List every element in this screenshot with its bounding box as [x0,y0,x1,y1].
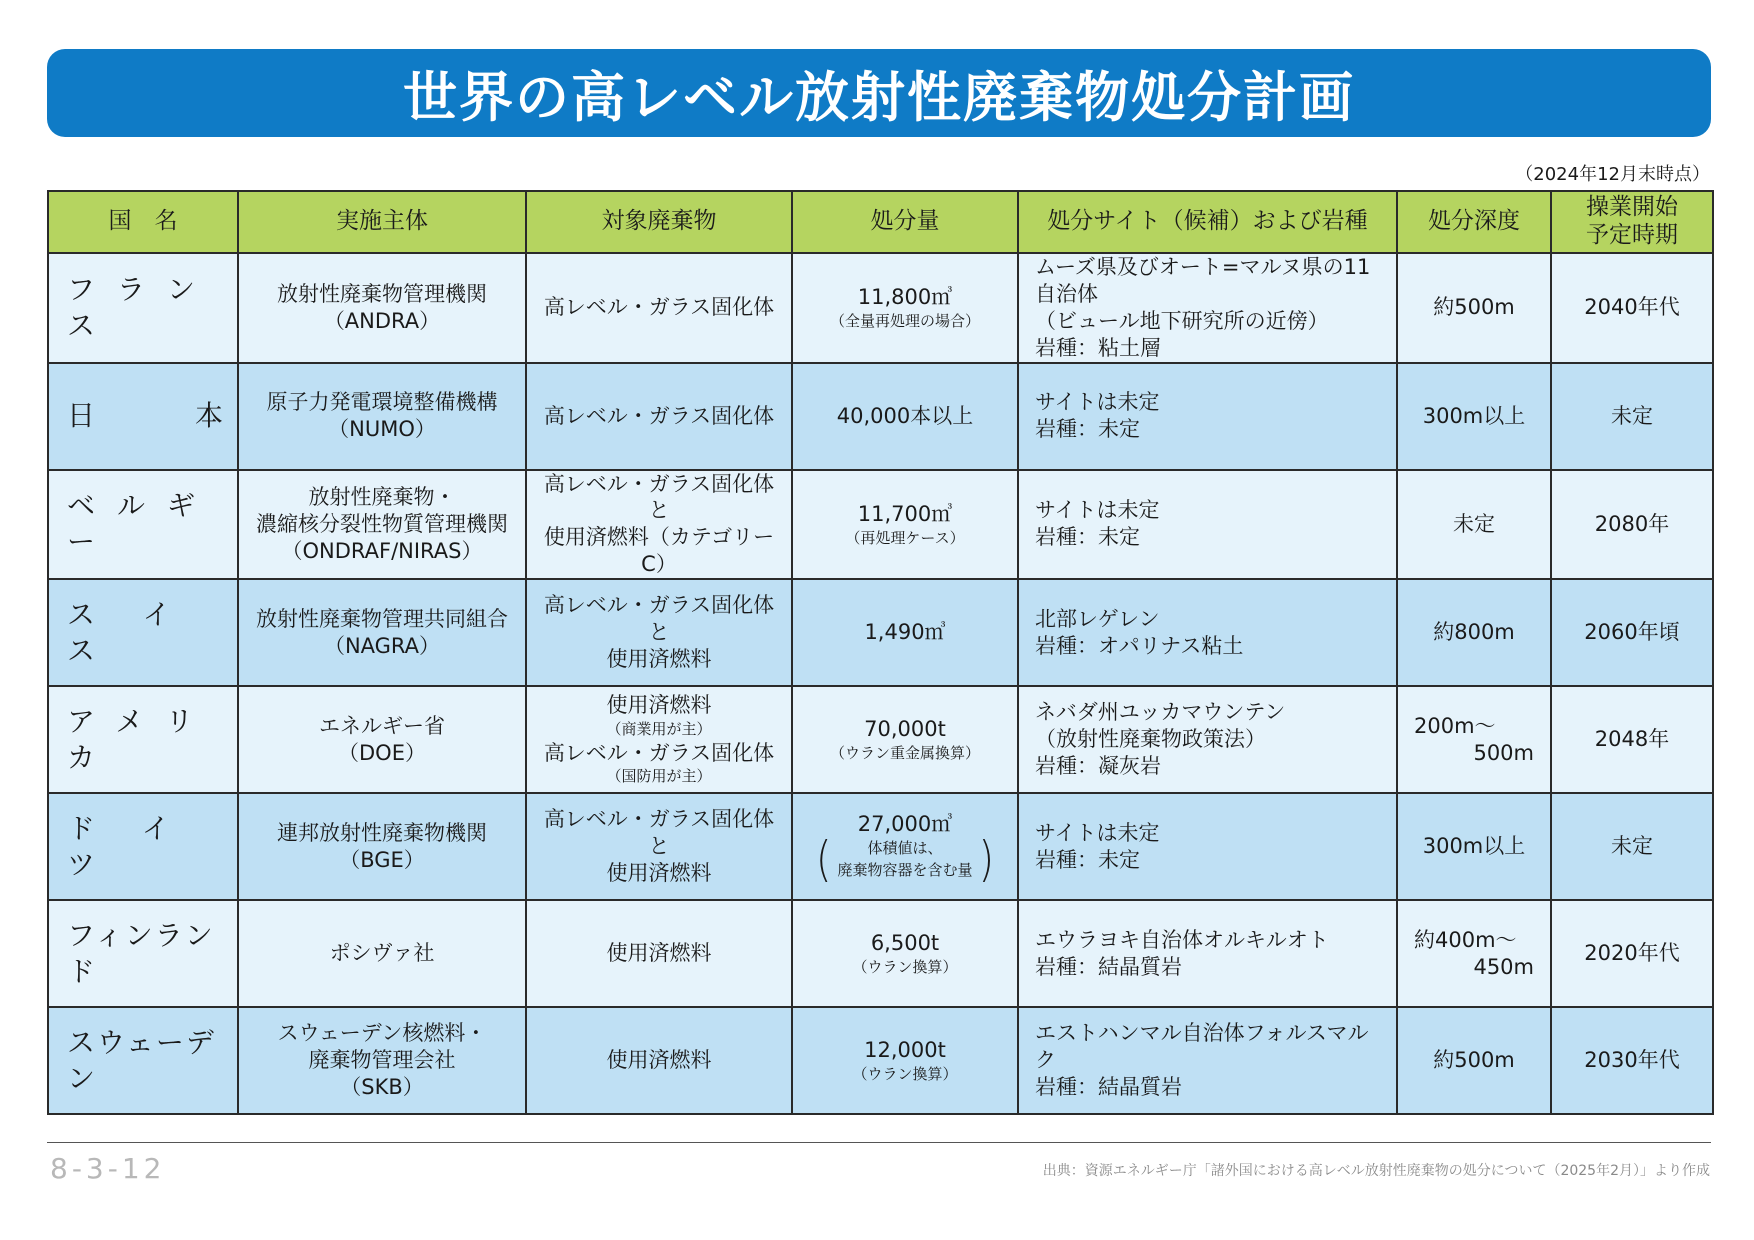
waste-cell: 高レベル・ガラス固化体と 使用済燃料 [526,793,792,900]
header-site: 処分サイト（候補）および岩種 [1018,191,1397,253]
amount-volume-note: ( 体積値は、 廃棄物容器を含む量 ) [815,832,995,888]
amount-cell: 11,700㎥ （再処理ケース） [792,470,1018,580]
country-cell: アメリカ [48,686,238,793]
org-cell: ポシヴァ社 [238,900,526,1007]
org-cell: 放射性廃棄物管理機関 （ANDRA） [238,253,526,363]
country-cell: フランス [48,253,238,363]
header-depth: 処分深度 [1397,191,1551,253]
site-cell: サイトは未定 岩種：未定 [1018,793,1397,900]
org-cell: 放射性廃棄物・ 濃縮核分裂性物質管理機関 （ONDRAF/NIRAS） [238,470,526,580]
start-cell: 2080年 [1551,470,1713,580]
as-of-date: （2024年12月末時点） [1515,164,1710,185]
country-cell: スウェーデン [48,1007,238,1114]
table-header-row [48,191,1713,253]
header-amount: 処分量 [792,191,1018,253]
org-cell: スウェーデン核燃料・ 廃棄物管理会社 （SKB） [238,1007,526,1114]
table-row [48,900,1713,1007]
table-row [48,1007,1713,1114]
waste-cell: 高レベル・ガラス固化体と 使用済燃料 [526,579,792,686]
start-cell: 2048年 [1551,686,1713,793]
table-row [48,686,1713,793]
waste-cell: 高レベル・ガラス固化体と 使用済燃料（カテゴリーC） [526,470,792,580]
start-cell: 2020年代 [1551,900,1713,1007]
amount-cell: 27,000㎥ ( 体積値は、 廃棄物容器を含む量 ) [792,793,1018,900]
org-cell: 放射性廃棄物管理共同組合 （NAGRA） [238,579,526,686]
depth-cell: 約500m [1397,1007,1551,1114]
amount-cell: 40,000本以上 [792,363,1018,470]
site-cell: サイトは未定 岩種：未定 [1018,363,1397,470]
depth-cell: 約800m [1397,579,1551,686]
org-cell: エネルギー省 （DOE） [238,686,526,793]
site-cell: ネバダ州ユッカマウンテン （放射性廃棄物政策法） 岩種：凝灰岩 [1018,686,1397,793]
disposal-plan-table [47,190,1714,1115]
source-citation: 出典：資源エネルギー庁「諸外国における高レベル放射性廃棄物の処分について（2025年2月）」より作成 [1042,1163,1710,1179]
table-row [48,579,1713,686]
waste-cell: 高レベル・ガラス固化体 [526,363,792,470]
waste-cell: 高レベル・ガラス固化体 [526,253,792,363]
start-cell: 2030年代 [1551,1007,1713,1114]
org-cell: 原子力発電環境整備機構 （NUMO） [238,363,526,470]
depth-cell: 300m以上 [1397,363,1551,470]
site-cell: エストハンマル自治体フォルスマルク 岩種：結晶質岩 [1018,1007,1397,1114]
amount-cell: 11,800㎥ （全量再処理の場合） [792,253,1018,363]
amount-cell: 12,000t （ウラン換算） [792,1007,1018,1114]
site-cell: エウラヨキ自治体オルキルオト 岩種：結晶質岩 [1018,900,1397,1007]
waste-cell: 使用済燃料 [526,900,792,1007]
waste-cell: 使用済燃料 [526,1007,792,1114]
start-cell: 未定 [1551,363,1713,470]
country-cell: ベルギー [48,470,238,580]
depth-cell: 約500m [1397,253,1551,363]
table-row [48,363,1713,470]
waste-cell: 使用済燃料 （商業用が主） 高レベル・ガラス固化体 （国防用が主） [526,686,792,793]
org-cell: 連邦放射性廃棄物機関 （BGE） [238,793,526,900]
header-org: 実施主体 [238,191,526,253]
start-cell: 2040年代 [1551,253,1713,363]
title-banner [47,49,1711,137]
table-row [48,253,1713,363]
depth-cell: 未定 [1397,470,1551,580]
amount-cell: 1,490㎥ [792,579,1018,686]
amount-cell: 6,500t （ウラン換算） [792,900,1018,1007]
country-cell: ドイツ [48,793,238,900]
site-cell: ムーズ県及びオート=マルヌ県の11自治体 （ビュール地下研究所の近傍） 岩種：粘土層 [1018,253,1397,363]
table-row [48,470,1713,580]
amount-cell: 70,000t （ウラン重金属換算） [792,686,1018,793]
depth-cell: 300m以上 [1397,793,1551,900]
depth-cell: 約400m～ 450m [1397,900,1551,1007]
site-cell: 北部レゲレン 岩種：オパリナス粘土 [1018,579,1397,686]
country-cell: フィンランド [48,900,238,1007]
header-waste: 対象廃棄物 [526,191,792,253]
depth-cell: 200m～ 500m [1397,686,1551,793]
header-start: 操業開始 予定時期 [1551,191,1713,253]
page-number: 8-3-12 [50,1152,166,1185]
header-country: 国 名 [48,191,238,253]
country-cell: スイス [48,579,238,686]
start-cell: 未定 [1551,793,1713,900]
country-cell: 日 本 [48,363,238,470]
page-title: 世界の高レベル放射性廃棄物処分計画 [403,65,1355,129]
footer-divider [47,1142,1711,1143]
site-cell: サイトは未定 岩種：未定 [1018,470,1397,580]
start-cell: 2060年頃 [1551,579,1713,686]
table-row [48,793,1713,900]
